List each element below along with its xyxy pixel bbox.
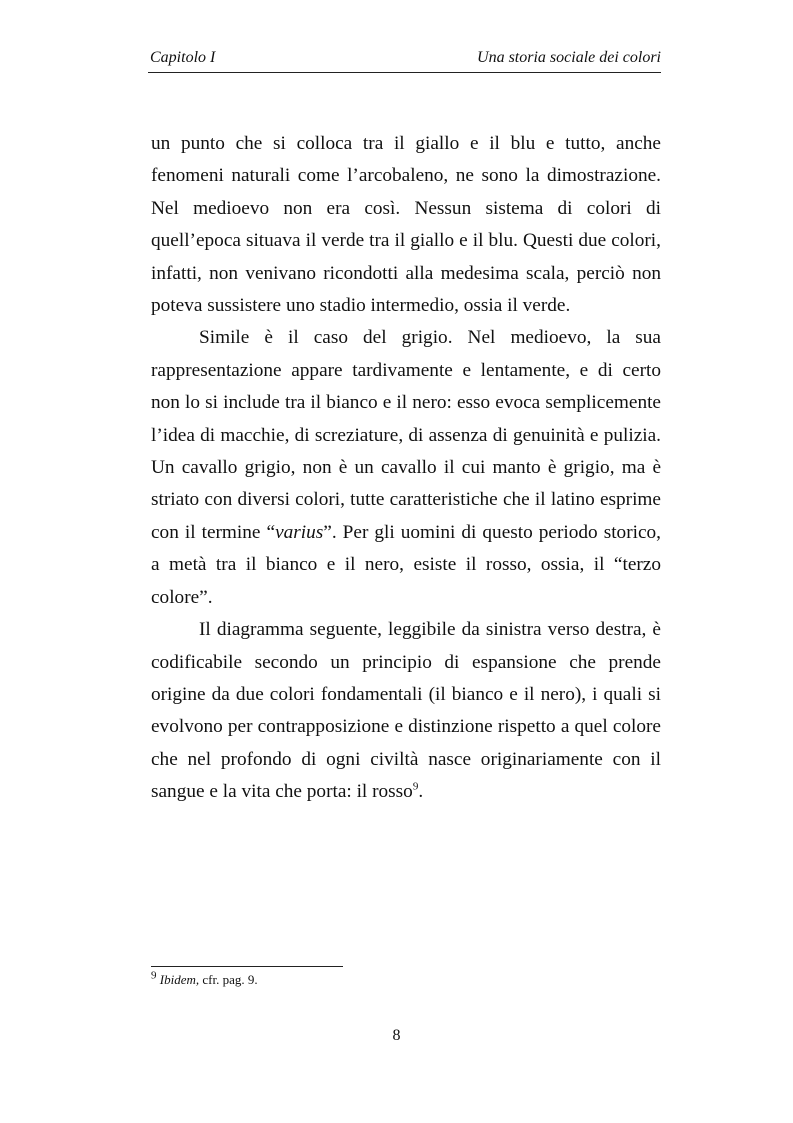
paragraph-grey-text-a: Simile è il caso del grigio. Nel medioevo, la sua rappresentazione appare tardivamente e lentamente, e di certo non lo si include tra il bianco e il nero: esso evoca semplicemente l’idea di macchie, di screziature, di assenza di genuinità e pulizia. Un cavallo grigio, non è un cavallo il cui manto è grigio, ma è striato con diversi colori, tutte caratteristiche che il latino esprime con il termine “ bbox=[151, 327, 661, 543]
latin-term: varius bbox=[275, 521, 324, 543]
footnote-reference[interactable]: 9 bbox=[412, 780, 419, 793]
paragraph-grey-text-b: ”. Per gli uomini di questo periodo storico, a metà tra il bianco e il nero, esiste il rosso, ossia, il “terzo colore”. bbox=[151, 521, 661, 608]
body-text bbox=[151, 128, 661, 809]
chapter-label: Capitolo I bbox=[150, 49, 216, 66]
paragraph-diagram-end: . bbox=[418, 781, 424, 803]
footnote-separator bbox=[151, 966, 343, 967]
paragraph-diagram-text: Il diagramma seguente, leggibile da sinistra verso destra, è codificabile secondo un principio di espansione che prende origine da due colori fondamentali (il bianco e il nero), i quali si evolvono per contrapposizione e distinzione rispetto a quel colore che nel profondo di ogni civiltà nasce originariamente con il sangue e la vita che porta: il rosso bbox=[151, 619, 661, 803]
section-title: Una storia sociale dei colori bbox=[477, 49, 661, 66]
footnote bbox=[151, 969, 258, 988]
page-number: 8 bbox=[392, 1027, 401, 1044]
footnote-text: cfr. pag. 9. bbox=[199, 972, 258, 987]
running-header bbox=[148, 46, 661, 73]
footnote-source: Ibidem, bbox=[159, 972, 200, 987]
paragraph-continuation: un punto che si colloca tra il giallo e il blu e tutto, anche fenomeni naturali come l’arcobaleno, ne sono la dimostrazione. Nel medioevo non era così. Nessun sistema di colori di quell’epoca situava il verde tra il giallo e il blu. Questi due colori, infatti, non venivano ricondotti alla medesima scala, perciò non poteva sussistere uno stadio intermedio, ossia il verde. bbox=[151, 133, 661, 317]
footnote-number: 9 bbox=[151, 969, 157, 982]
paragraph-diagram bbox=[151, 614, 661, 808]
paragraph-grey bbox=[151, 322, 661, 614]
